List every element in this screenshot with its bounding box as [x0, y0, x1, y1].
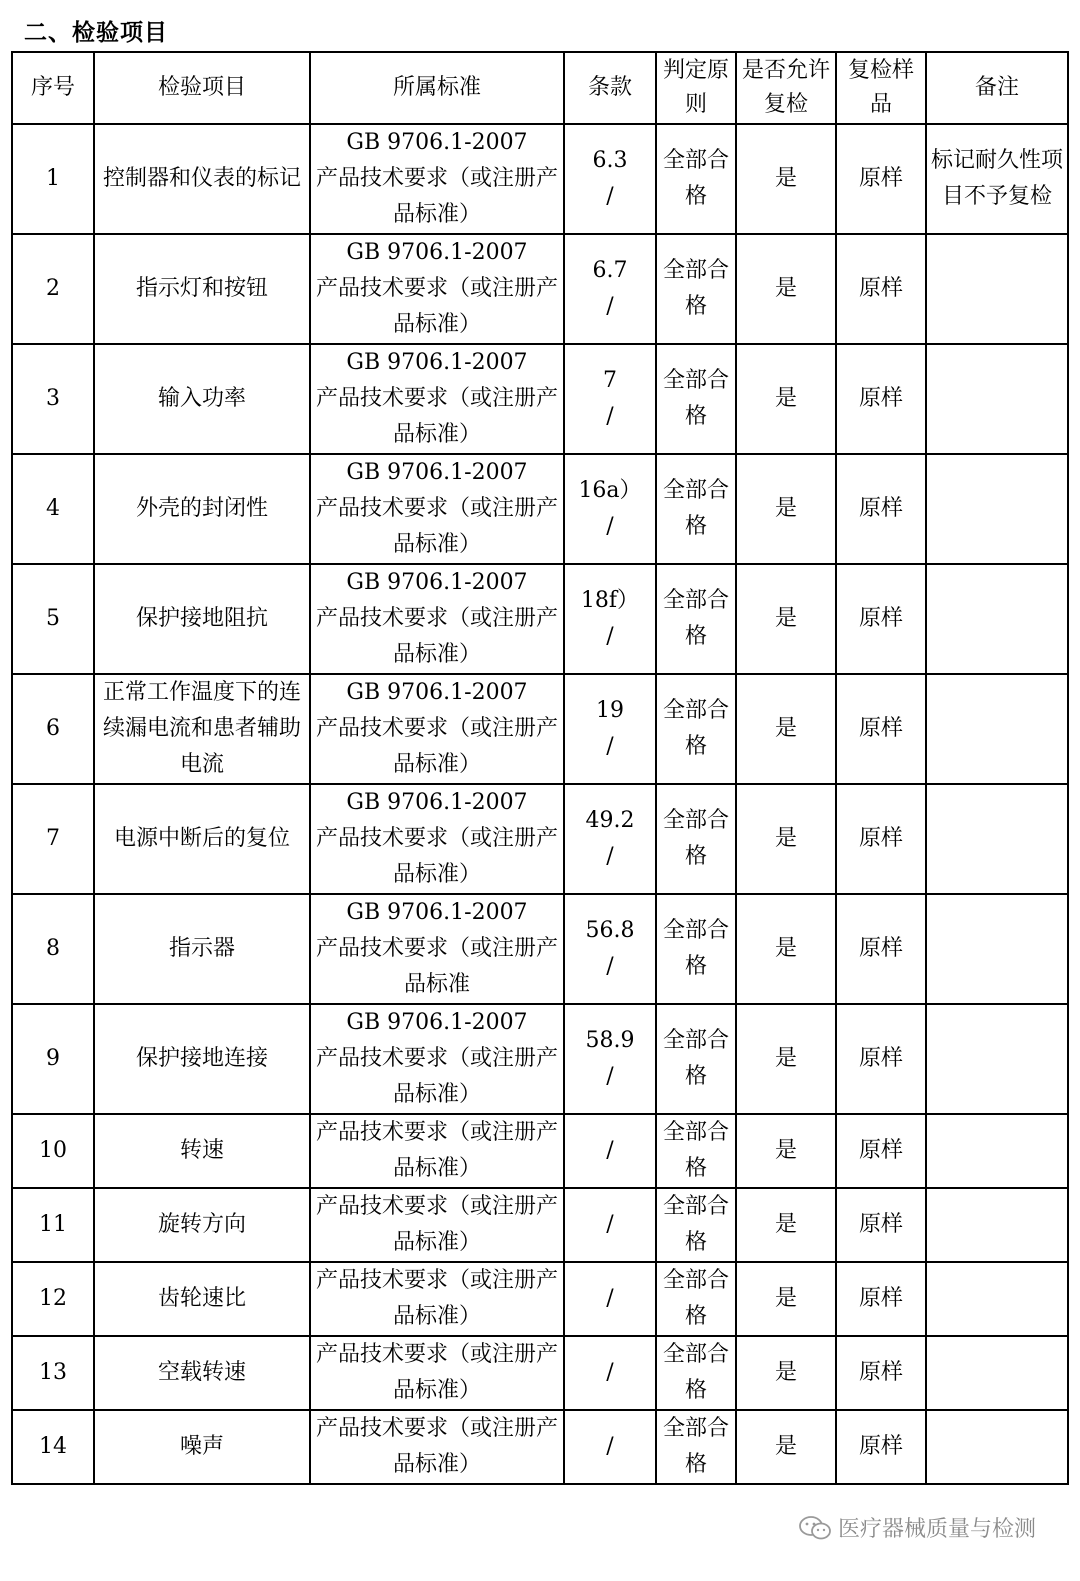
row-clause — [564, 894, 656, 1004]
standard-code: GB 9706.1-2007 — [346, 240, 528, 265]
watermark — [798, 1512, 1036, 1543]
clause-slash: / — [606, 404, 614, 429]
clause-slash: / — [606, 184, 614, 209]
standard-text: 产品技术要求（或注册产品标准） — [315, 716, 558, 777]
table-row — [12, 344, 1068, 454]
standard-text: 产品技术要求（或注册产品标准） — [315, 166, 558, 227]
clause-slash: / — [606, 1064, 614, 1089]
row-rule: 全部合格 — [656, 234, 736, 344]
row-note — [926, 564, 1068, 674]
row-no: 5 — [12, 564, 94, 674]
row-note — [926, 1004, 1068, 1114]
standard-text: 产品技术要求（或注册产品标准） — [315, 496, 558, 557]
row-clause — [564, 674, 656, 784]
header-note: 备注 — [926, 52, 1068, 124]
row-clause — [564, 1114, 656, 1188]
header-row — [12, 52, 1068, 124]
row-sample: 原样 — [836, 124, 926, 234]
row-sample: 原样 — [836, 1114, 926, 1188]
table-row — [12, 1188, 1068, 1262]
standard-text: 产品技术要求（或注册产品标准） — [315, 1342, 558, 1403]
row-sample: 原样 — [836, 784, 926, 894]
standard-code: GB 9706.1-2007 — [346, 350, 528, 375]
clause-number: 56.8 — [585, 918, 635, 943]
row-no: 7 — [12, 784, 94, 894]
standard-text: 产品技术要求（或注册产品标准） — [315, 1046, 558, 1107]
row-note — [926, 674, 1068, 784]
row-no: 9 — [12, 1004, 94, 1114]
row-retest: 是 — [736, 894, 836, 1004]
row-item: 噪声 — [94, 1410, 310, 1484]
row-sample: 原样 — [836, 1410, 926, 1484]
clause-number: 7 — [603, 368, 617, 393]
row-rule: 全部合格 — [656, 674, 736, 784]
clause-number: / — [606, 1434, 614, 1459]
row-rule: 全部合格 — [656, 1410, 736, 1484]
row-item: 转速 — [94, 1114, 310, 1188]
row-note — [926, 1336, 1068, 1410]
standard-code: GB 9706.1-2007 — [346, 1010, 528, 1035]
row-retest: 是 — [736, 564, 836, 674]
clause-slash: / — [606, 294, 614, 319]
row-sample: 原样 — [836, 1262, 926, 1336]
row-clause — [564, 564, 656, 674]
row-standard — [310, 674, 564, 784]
header-rule: 判定原则 — [656, 52, 736, 124]
row-rule: 全部合格 — [656, 1262, 736, 1336]
row-item: 外壳的封闭性 — [94, 454, 310, 564]
row-item: 指示灯和按钮 — [94, 234, 310, 344]
standard-text: 产品技术要求（或注册产品标准） — [315, 826, 558, 887]
table-row — [12, 564, 1068, 674]
header-item: 检验项目 — [94, 52, 310, 124]
row-sample: 原样 — [836, 344, 926, 454]
row-sample: 原样 — [836, 1336, 926, 1410]
row-rule: 全部合格 — [656, 344, 736, 454]
row-retest: 是 — [736, 1262, 836, 1336]
standard-code: GB 9706.1-2007 — [346, 680, 528, 705]
row-sample: 原样 — [836, 1188, 926, 1262]
clause-slash: / — [606, 954, 614, 979]
row-item: 空载转速 — [94, 1336, 310, 1410]
row-no: 6 — [12, 674, 94, 784]
row-rule: 全部合格 — [656, 1004, 736, 1114]
row-rule: 全部合格 — [656, 1114, 736, 1188]
table-row — [12, 454, 1068, 564]
row-retest: 是 — [736, 1410, 836, 1484]
row-clause — [564, 124, 656, 234]
row-clause — [564, 344, 656, 454]
row-item: 电源中断后的复位 — [94, 784, 310, 894]
row-item: 旋转方向 — [94, 1188, 310, 1262]
row-note — [926, 1410, 1068, 1484]
row-no: 13 — [12, 1336, 94, 1410]
table-row — [12, 124, 1068, 234]
row-retest: 是 — [736, 674, 836, 784]
standard-code: GB 9706.1-2007 — [346, 460, 528, 485]
header-retest: 是否允许复检 — [736, 52, 836, 124]
row-retest: 是 — [736, 1336, 836, 1410]
row-note — [926, 234, 1068, 344]
table-row — [12, 1262, 1068, 1336]
standard-text: 产品技术要求（或注册产品标准） — [315, 1268, 558, 1329]
table-row — [12, 1114, 1068, 1188]
row-standard — [310, 1188, 564, 1262]
row-note: 标记耐久性项目不予复检 — [926, 124, 1068, 234]
row-item: 正常工作温度下的连续漏电流和患者辅助电流 — [94, 674, 310, 784]
standard-text: 产品技术要求（或注册产品标准） — [315, 386, 558, 447]
header-sample: 复检样品 — [836, 52, 926, 124]
row-clause — [564, 784, 656, 894]
row-standard — [310, 1262, 564, 1336]
row-item: 输入功率 — [94, 344, 310, 454]
row-no: 3 — [12, 344, 94, 454]
row-standard — [310, 124, 564, 234]
table-row — [12, 1336, 1068, 1410]
standard-code: GB 9706.1-2007 — [346, 130, 528, 155]
row-rule: 全部合格 — [656, 454, 736, 564]
standard-code: GB 9706.1-2007 — [346, 900, 528, 925]
row-no: 1 — [12, 124, 94, 234]
row-clause — [564, 454, 656, 564]
clause-number: 16a） — [578, 478, 642, 503]
row-retest: 是 — [736, 1114, 836, 1188]
row-clause — [564, 1188, 656, 1262]
table-row — [12, 784, 1068, 894]
row-sample: 原样 — [836, 454, 926, 564]
clause-number: 18f） — [580, 588, 640, 613]
row-rule: 全部合格 — [656, 1336, 736, 1410]
standard-code: GB 9706.1-2007 — [346, 790, 528, 815]
row-item: 齿轮速比 — [94, 1262, 310, 1336]
section-heading: 二、检验项目 — [24, 20, 168, 46]
row-standard — [310, 1004, 564, 1114]
row-retest: 是 — [736, 344, 836, 454]
table-row — [12, 234, 1068, 344]
row-clause — [564, 1410, 656, 1484]
row-note — [926, 1262, 1068, 1336]
standard-text: 产品技术要求（或注册产品标准 — [315, 936, 558, 997]
row-retest: 是 — [736, 784, 836, 894]
row-standard — [310, 1410, 564, 1484]
clause-number: 58.9 — [585, 1028, 635, 1053]
row-no: 12 — [12, 1262, 94, 1336]
row-retest: 是 — [736, 1188, 836, 1262]
table-row — [12, 674, 1068, 784]
row-no: 14 — [12, 1410, 94, 1484]
table-row — [12, 1410, 1068, 1484]
row-rule: 全部合格 — [656, 564, 736, 674]
clause-number: / — [606, 1138, 614, 1163]
clause-slash: / — [606, 844, 614, 869]
row-standard — [310, 1114, 564, 1188]
clause-number: / — [606, 1286, 614, 1311]
row-note — [926, 1114, 1068, 1188]
row-note — [926, 784, 1068, 894]
row-standard — [310, 344, 564, 454]
standard-text: 产品技术要求（或注册产品标准） — [315, 276, 558, 337]
row-item: 控制器和仪表的标记 — [94, 124, 310, 234]
row-sample: 原样 — [836, 674, 926, 784]
inspection-items-table — [11, 51, 1069, 1485]
clause-slash: / — [606, 624, 614, 649]
row-note — [926, 344, 1068, 454]
row-sample: 原样 — [836, 564, 926, 674]
row-note — [926, 894, 1068, 1004]
row-no: 8 — [12, 894, 94, 1004]
row-no: 2 — [12, 234, 94, 344]
standard-text: 产品技术要求（或注册产品标准） — [315, 606, 558, 667]
clause-number: 19 — [596, 698, 624, 723]
row-retest: 是 — [736, 234, 836, 344]
row-rule: 全部合格 — [656, 124, 736, 234]
clause-number: 49.2 — [585, 808, 635, 833]
row-item: 保护接地连接 — [94, 1004, 310, 1114]
row-note — [926, 454, 1068, 564]
row-sample: 原样 — [836, 894, 926, 1004]
table-row — [12, 1004, 1068, 1114]
clause-number: / — [606, 1360, 614, 1385]
row-clause — [564, 1004, 656, 1114]
row-clause — [564, 1336, 656, 1410]
row-item: 保护接地阻抗 — [94, 564, 310, 674]
standard-text: 产品技术要求（或注册产品标准） — [315, 1416, 558, 1477]
row-clause — [564, 1262, 656, 1336]
row-standard — [310, 1336, 564, 1410]
row-standard — [310, 784, 564, 894]
header-standard: 所属标准 — [310, 52, 564, 124]
row-no: 4 — [12, 454, 94, 564]
watermark-text: 医疗器械质量与检测 — [837, 1517, 1036, 1542]
row-rule: 全部合格 — [656, 1188, 736, 1262]
table-row — [12, 894, 1068, 1004]
clause-number: 6.7 — [592, 258, 628, 283]
row-note — [926, 1188, 1068, 1262]
header-clause: 条款 — [564, 52, 656, 124]
row-sample: 原样 — [836, 234, 926, 344]
row-clause — [564, 234, 656, 344]
row-standard — [310, 454, 564, 564]
row-no: 11 — [12, 1188, 94, 1262]
row-sample: 原样 — [836, 1004, 926, 1114]
row-standard — [310, 564, 564, 674]
row-rule: 全部合格 — [656, 894, 736, 1004]
clause-slash: / — [606, 734, 614, 759]
clause-slash: / — [606, 514, 614, 539]
row-standard — [310, 234, 564, 344]
standard-text: 产品技术要求（或注册产品标准） — [315, 1194, 558, 1255]
clause-number: / — [606, 1212, 614, 1237]
header-no: 序号 — [12, 52, 94, 124]
row-rule: 全部合格 — [656, 784, 736, 894]
row-no: 10 — [12, 1114, 94, 1188]
row-standard — [310, 894, 564, 1004]
row-retest: 是 — [736, 454, 836, 564]
row-item: 指示器 — [94, 894, 310, 1004]
standard-text: 产品技术要求（或注册产品标准） — [315, 1120, 558, 1181]
row-retest: 是 — [736, 124, 836, 234]
row-retest: 是 — [736, 1004, 836, 1114]
clause-number: 6.3 — [592, 148, 628, 173]
standard-code: GB 9706.1-2007 — [346, 570, 528, 595]
wechat-icon — [798, 1515, 832, 1541]
